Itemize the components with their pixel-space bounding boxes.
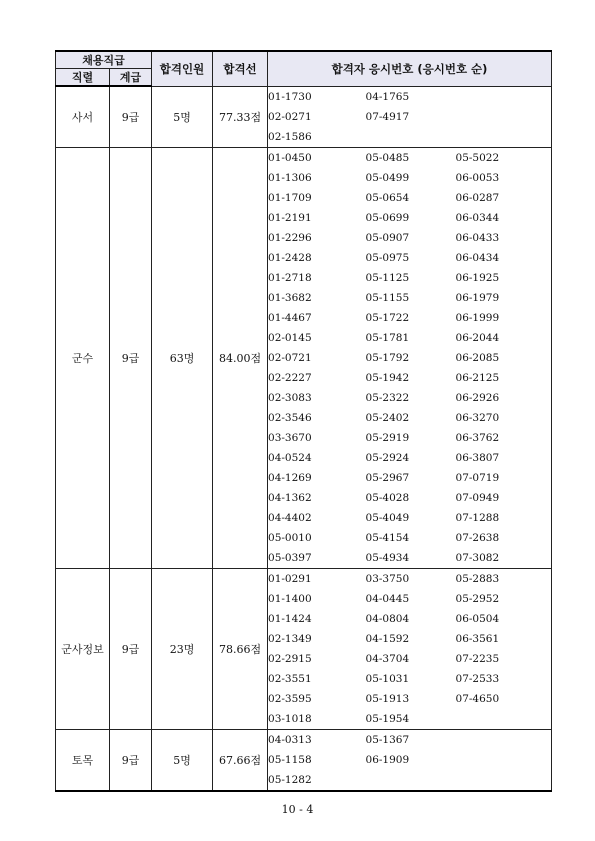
exam-number-cell: 05-1792: [365, 351, 410, 364]
exam-number-cell: 06-0053: [456, 168, 552, 188]
exam-number-cell: [456, 770, 552, 791]
exam-number-cell: [456, 750, 552, 770]
exam-number-cell: 06-3270: [456, 408, 552, 428]
exam-number-cell: 05-1781: [365, 331, 410, 344]
exam-number-cell: 02-2227: [268, 371, 312, 384]
exam-number-cell: 04-0524: [268, 451, 312, 464]
exam-number-cell: 05-2402: [365, 411, 410, 424]
exam-number-cell: 01-2718: [268, 271, 312, 284]
exam-number-cell: 01-1306: [268, 171, 312, 184]
exam-number-cell: [456, 709, 552, 730]
exam-number-cell: 02-3083: [268, 391, 312, 404]
exam-number-cell: 05-2919: [365, 431, 410, 444]
exam-number-cell: 05-1954: [366, 709, 456, 730]
exam-number-cell: 05-5022: [456, 147, 552, 168]
exam-number-cell: 06-1979: [456, 288, 552, 308]
cutoff-cell: 84.00점: [213, 147, 268, 568]
exam-number-cell: 05-0907: [365, 231, 410, 244]
exam-number-cell: [456, 729, 552, 750]
job-cell: 토목: [56, 729, 110, 791]
exam-number-cell: [366, 770, 456, 791]
exam-number-cell: 01-1424: [268, 612, 312, 625]
count-cell: 5명: [152, 729, 213, 791]
exam-number-cell: 05-4028: [365, 491, 410, 504]
exam-number-cell: 02-3595: [268, 692, 312, 705]
exam-number-cell: 04-1765: [366, 86, 456, 107]
cutoff-cell: 67.66점: [213, 729, 268, 791]
exam-number-cell: 07-3082: [456, 548, 552, 569]
job-cell: 군사정보: [56, 568, 110, 729]
grade-cell: 9급: [110, 729, 152, 791]
exam-number-cell: 06-2926: [456, 388, 552, 408]
table-row: [56, 729, 552, 750]
exam-number-cell: [366, 127, 456, 148]
exam-number-cell: 05-1155: [365, 291, 410, 304]
exam-number-cell: 01-2428: [268, 251, 312, 264]
exam-number-cell: 05-2322: [365, 391, 410, 404]
exam-number-cell: 01-0450: [268, 147, 366, 168]
exam-number-cell: 04-1592: [365, 632, 410, 645]
exam-number-cell: 02-3546: [268, 411, 312, 424]
exam-number-cell: 06-0504: [456, 609, 552, 629]
exam-number-cell: 06-3807: [456, 448, 552, 468]
job-cell: 군수: [56, 147, 110, 568]
exam-number-cell: 04-4402: [268, 511, 312, 524]
results-table: [55, 50, 552, 792]
table-row: [56, 147, 552, 168]
count-cell: 23명: [152, 568, 213, 729]
exam-number-cell: 04-0313: [268, 729, 366, 750]
exam-number-cell: 04-0445: [365, 592, 410, 605]
exam-number-cell: 05-0010: [268, 531, 312, 544]
exam-number-cell: 03-3670: [268, 431, 312, 444]
count-cell: 5명: [152, 86, 213, 147]
header-pass-count: 합격인원: [152, 51, 213, 86]
exam-number-cell: 07-2638: [456, 528, 552, 548]
exam-number-cell: 05-1031: [365, 672, 410, 685]
exam-number-cell: 02-2915: [268, 652, 312, 665]
exam-number-cell: 05-0397: [268, 548, 366, 569]
exam-number-cell: 05-0499: [365, 171, 410, 184]
exam-number-cell: 01-1730: [268, 86, 366, 107]
exam-number-cell: 05-1125: [365, 271, 410, 284]
exam-number-cell: [456, 127, 552, 148]
exam-number-cell: 06-2044: [456, 328, 552, 348]
table-row: [56, 568, 552, 589]
grade-cell: 9급: [110, 568, 152, 729]
exam-number-cell: 04-0804: [365, 612, 410, 625]
exam-number-cell: 01-2191: [268, 211, 312, 224]
grade-cell: 9급: [110, 147, 152, 568]
exam-number-cell: 07-0719: [456, 468, 552, 488]
exam-number-cell: 01-1709: [268, 191, 312, 204]
exam-number-cell: 04-1362: [268, 491, 312, 504]
exam-number-cell: 07-1288: [456, 508, 552, 528]
exam-number-cell: 05-1913: [365, 692, 410, 705]
exam-number-cell: 05-2967: [365, 471, 410, 484]
exam-number-cell: 05-1282: [268, 770, 366, 791]
exam-number-cell: 06-1999: [456, 308, 552, 328]
header-grade: 계급: [110, 69, 152, 87]
exam-number-cell: 05-4934: [366, 548, 456, 569]
exam-number-cell: 02-1586: [268, 127, 366, 148]
header-job-series: 직렬: [56, 69, 110, 87]
exam-number-cell: 06-2085: [456, 348, 552, 368]
exam-number-cell: 01-1400: [268, 592, 312, 605]
exam-number-cell: 06-0287: [456, 188, 552, 208]
exam-number-cell: 05-4049: [365, 511, 410, 524]
exam-number-cell: 01-0291: [268, 568, 366, 589]
exam-number-cell: 05-4154: [365, 531, 410, 544]
exam-number-cell: 05-2924: [365, 451, 410, 464]
exam-number-cell: 06-1925: [456, 268, 552, 288]
exam-number-cell: 04-1269: [268, 471, 312, 484]
exam-number-cell: 07-0949: [456, 488, 552, 508]
exam-number-cell: 05-2883: [456, 568, 552, 589]
exam-number-cell: [456, 86, 552, 107]
cutoff-cell: 78.66점: [213, 568, 268, 729]
exam-number-cell: 05-0485: [366, 147, 456, 168]
exam-number-cell: 01-2296: [268, 231, 312, 244]
exam-number-cell: 05-0654: [365, 191, 410, 204]
cutoff-cell: 77.33점: [213, 86, 268, 147]
exam-number-cell: 05-0699: [365, 211, 410, 224]
grade-cell: 9급: [110, 86, 152, 147]
exam-number-cell: 05-1722: [365, 311, 410, 324]
exam-number-cell: 04-3704: [365, 652, 410, 665]
exam-number-cell: 02-1349: [268, 632, 312, 645]
count-cell: 63명: [152, 147, 213, 568]
exam-number-cell: 05-1942: [365, 371, 410, 384]
exam-number-cell: 06-0433: [456, 228, 552, 248]
exam-number-cell: 07-4917: [365, 110, 410, 123]
exam-number-cell: 02-0271: [268, 110, 312, 123]
exam-number-cell: 01-3682: [268, 291, 312, 304]
header-cutoff: 합격선: [213, 51, 268, 86]
exam-number-cell: 05-1367: [366, 729, 456, 750]
exam-number-cell: 06-3561: [456, 629, 552, 649]
exam-number-cell: 02-0145: [268, 331, 312, 344]
exam-number-cell: 02-3551: [268, 672, 312, 685]
exam-number-cell: 06-2125: [456, 368, 552, 388]
exam-number-cell: 02-0721: [268, 351, 312, 364]
header-exam-numbers: 합격자 응시번호 (응시번호 순): [268, 51, 552, 86]
exam-number-cell: 03-3750: [366, 568, 456, 589]
exam-number-cell: 06-1909: [365, 753, 410, 766]
page-number: 10 - 4: [281, 803, 314, 816]
exam-number-cell: 06-0344: [456, 208, 552, 228]
exam-number-cell: 07-2533: [456, 669, 552, 689]
table-row: [56, 86, 552, 107]
exam-number-cell: [456, 107, 552, 127]
exam-number-cell: 05-2952: [456, 589, 552, 609]
exam-number-cell: 03-1018: [268, 709, 366, 730]
exam-number-cell: 06-0434: [456, 248, 552, 268]
exam-number-cell: 05-0975: [365, 251, 410, 264]
exam-number-cell: 06-3762: [456, 428, 552, 448]
job-cell: 사서: [56, 86, 110, 147]
exam-number-cell: 07-4650: [456, 689, 552, 709]
exam-number-cell: 05-1158: [268, 753, 312, 766]
exam-number-cell: 07-2235: [456, 649, 552, 669]
results-body: [56, 86, 552, 791]
exam-number-cell: 01-4467: [268, 311, 312, 324]
header-hiring-grade: 채용직급: [56, 51, 152, 69]
